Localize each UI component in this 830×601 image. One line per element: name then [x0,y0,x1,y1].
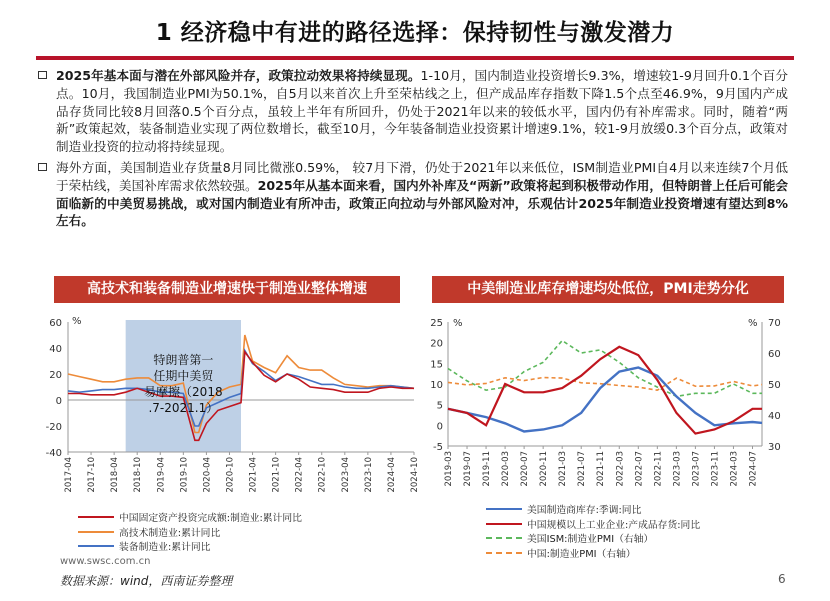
x-tick-label: 2023-04 [340,457,351,493]
legend-swatch [78,531,114,533]
x-tick-label: 2020-10 [225,457,236,493]
legend-label: 美国ISM:制造业PMI（右轴） [527,534,654,546]
y-left-tick-label: -5 [433,442,443,453]
right-chart-header: 中美制造业库存增速均处低位，PMI走势分化 [432,276,784,303]
y-axis-unit: % [72,316,82,327]
legend-swatch [486,537,522,539]
x-tick-label: 2024-04 [386,457,397,493]
series-line [448,368,762,432]
x-tick-label: 2019-03 [444,451,454,487]
x-tick-label: 2022-11 [653,451,664,487]
page-title: 1 经济稳中有进的路径选择：保持韧性与激发潜力 [155,20,675,46]
x-tick-label: 2020-07 [520,451,531,487]
x-tick-label: 2022-04 [294,457,305,493]
legend-item [78,539,302,554]
legend-item [78,525,302,540]
right-chart [420,310,805,520]
y-axis-right-unit: % [748,318,758,329]
y-left-tick-label: 15 [430,359,443,371]
legend-swatch [78,516,114,518]
y-left-tick-label: 5 [436,400,443,412]
legend-swatch [486,552,522,554]
x-tick-label: 2018-04 [110,457,121,493]
left-chart-legend [78,510,302,554]
x-tick-label: 2021-07 [577,451,588,487]
y-tick-label: 0 [55,396,62,407]
left-chart [22,310,422,510]
x-tick-label: 2022-03 [615,451,626,487]
bullet-text: 海外方面，美国制造业存货量8月同比微涨0.59%， 较7月下滑，仍处于2021年以来低位，ISM制造业PMI自4月以来连续7个月低于荣枯线，美国补库需求依然较强。 [56,159,788,193]
page-number: 6 [778,572,786,586]
bullet-bold-conclusion: 2025年从基本面来看，国内外补库及“两新”政策将起到积极带动作用，但特朗普上任后可能会面临新的中美贸易挑战，或对国内制造业有所冲击，政策正向拉动与外部风险对冲，乐观估计2025年制造业投资增速有望达到8%左右。 [56,177,788,229]
x-tick-label: 2017-10 [87,457,98,493]
legend-swatch [486,523,522,525]
bullet-bold-lead: 2025年基本面与潜在外部风险并存，政策拉动效果将持续显现。 [56,68,421,83]
series-line [448,341,762,397]
x-tick-label: 2020-03 [501,451,512,487]
left-chart-header: 高技术和装备制造业增速快于制造业整体增速 [54,276,400,303]
legend-label: 装备制造业:累计同比 [119,542,211,554]
legend-item [486,517,700,532]
y-left-tick-label: 20 [430,338,443,350]
annotation-text: 特朗普第一 [153,353,214,367]
y-tick-label: 60 [49,318,62,329]
x-tick-label: 2019-10 [179,457,190,493]
legend-label: 美国制造商库存:季调:同比 [527,505,642,517]
x-tick-label: 2024-07 [748,451,759,487]
x-tick-label: 2023-03 [672,451,683,487]
bullet-list [38,67,788,233]
data-source: 数据来源：wind，西南证券整理 [60,574,233,588]
footer-url: www.swsc.com.cn [60,556,151,567]
y-right-tick-label: 40 [768,411,781,422]
x-tick-label: 2024-03 [729,451,740,487]
legend-item [486,502,700,517]
x-tick-label: 2018-10 [133,457,144,493]
x-tick-label: 2023-07 [691,451,702,487]
y-axis-left-unit: % [453,318,463,329]
y-left-tick-label: 10 [430,380,443,391]
legend-swatch [486,508,522,510]
x-tick-label: 2021-10 [271,457,282,493]
y-tick-label: -20 [45,422,62,433]
bullet-item [38,159,788,230]
y-tick-label: 20 [49,370,62,381]
bullet-item [38,67,788,156]
y-tick-label: 40 [49,344,62,355]
legend-label: 中国规模以上工业企业:产成品存货:同比 [527,519,701,531]
y-right-tick-label: 60 [768,349,781,360]
bullet-text: 1-10月，国内制造业投资增长9.3%，增速较1-9月回升0.1个百分点。10月，我国制造业PMI为50.1%，自5月以来首次上升至荣枯线之上，但产成品库存指数下降1.5个点至46.9%，9月国内产成品存货同比较8月回落0.5个百分点，虽较上半年有所回升，仍处于2021年以来的较低水平，国内仍有补库需求。同时，随着“两新”政策起效，装备制造业实现了两位数增长，截至10月，今年装备制造业投资累计增速9.1%，较1-9月放缓0.3个百分点，政策对制造业投资的拉动将持续显现。 [56,68,788,155]
x-tick-label: 2021-03 [558,451,569,487]
annotation-text: 任期中美贸 [153,369,214,383]
x-tick-label: 2017-04 [64,457,74,493]
square-bullet-icon [38,163,47,171]
x-tick-label: 2024-10 [410,457,420,493]
title-divider [36,56,794,60]
x-tick-label: 2019-04 [156,457,167,493]
annotation-text: 易摩擦（2018 [144,385,223,399]
y-left-tick-label: 25 [430,318,443,329]
x-tick-label: 2021-11 [596,451,607,487]
x-tick-label: 2022-07 [634,451,645,487]
x-tick-label: 2019-11 [482,451,493,487]
y-right-tick-label: 70 [768,318,781,329]
x-tick-label: 2023-10 [363,457,374,493]
x-tick-label: 2020-04 [202,457,213,493]
legend-label: 中国:制造业PMI（右轴） [527,548,636,560]
x-tick-label: 2023-11 [710,451,721,487]
legend-label: 高技术制造业:累计同比 [119,527,221,539]
x-tick-label: 2019-07 [463,451,474,487]
y-tick-label: -40 [45,448,62,459]
y-left-tick-label: 0 [436,421,443,433]
legend-label: 中国固定资产投资完成额:制造业:累计同比 [119,513,302,525]
y-right-tick-label: 30 [768,442,781,453]
legend-item [486,531,700,546]
x-tick-label: 2021-04 [248,457,259,493]
annotation-text: .7-2021.1） [148,401,219,415]
square-bullet-icon [38,71,47,79]
legend-swatch [78,545,114,547]
x-tick-label: 2020-11 [539,451,550,487]
y-right-tick-label: 50 [768,380,781,391]
legend-item [486,546,700,561]
x-tick-label: 2022-10 [317,457,328,493]
right-chart-legend [486,502,700,560]
legend-item [78,510,302,525]
